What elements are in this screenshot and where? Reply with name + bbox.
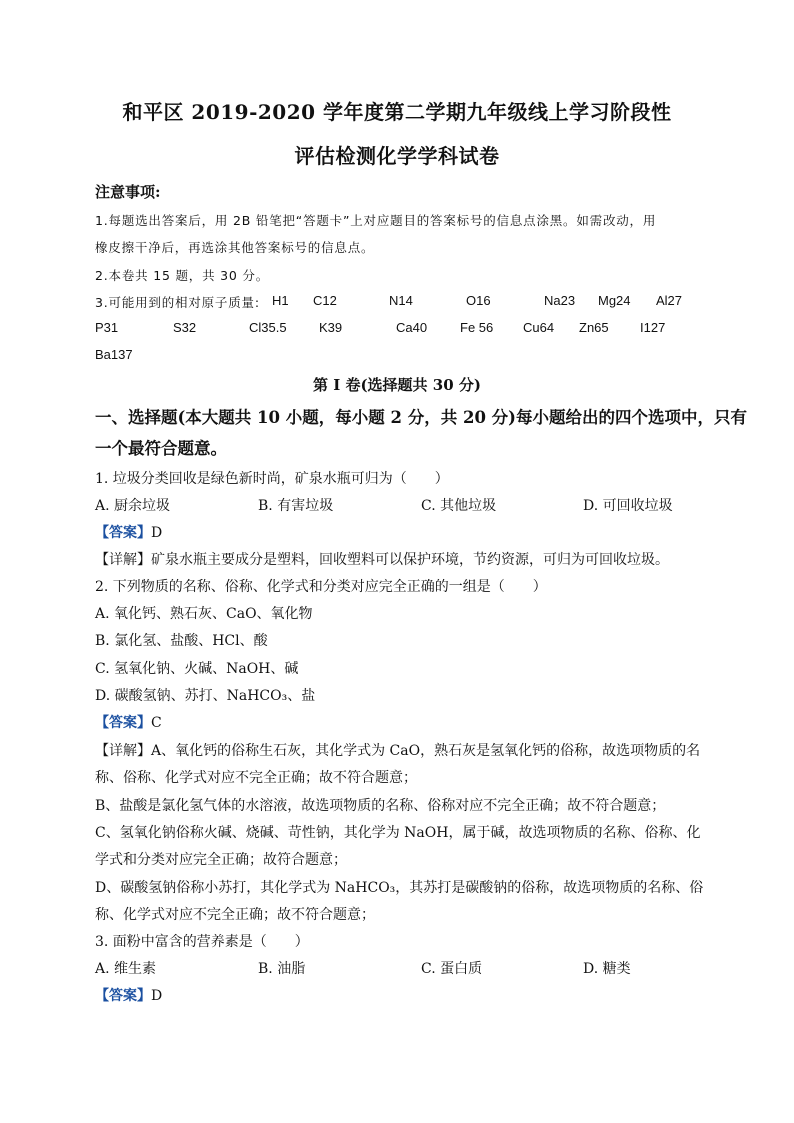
notes-line-3: 2.本卷共 15 题，共 30 分。 [95,268,270,283]
notes-line-2: 橡皮擦干净后，再选涂其他答案标号的信息点。 [95,240,375,255]
question-2-explanation-line: 称、化学式对应不完全正确；故不符合题意； [95,907,375,923]
atomic-mass: Zn65 [579,320,609,335]
answer-tag: 【答案】 [95,525,151,541]
question-1-option-c: C. 其他垃圾 [421,498,497,514]
notes-line-1: 1.每题选出答案后，用 2B 铅笔把“答题卡”上对应题目的答案标号的信息点涂黑。如需改动，用 [95,213,657,228]
question-3-option-c: C. 蛋白质 [421,961,483,977]
answer-tag: 【答案】 [95,988,151,1004]
answer-value: D [151,525,163,541]
question-1-stem: 1. 垃圾分类回收是绿色新时尚，矿泉水瓶可归为（ ） [95,471,449,487]
atomic-mass: Fe 56 [460,320,494,335]
atomic-mass: O16 [466,293,491,308]
question-3-option-a: A. 维生素 [95,961,157,977]
explain-text: 矿泉水瓶主要成分是塑料，回收塑料可以保护环境，节约资源，可归为可回收垃圾。 [151,552,669,568]
explain-text: A、氧化钙的俗称生石灰，其化学式为 CaO，熟石灰是氢氧化钙的俗称，故选项物质的名 [151,743,701,759]
answer-value: D [151,988,163,1004]
page-title-line1: 和平区 2019-2020 学年度第二学期九年级线上学习阶段性 [122,100,672,124]
question-2-option-d: D. 碳酸氢钠、苏打、NaHCO₃、盐 [95,688,316,704]
question-3-answer [95,985,162,1005]
question-3-option-d: D. 糖类 [583,961,631,977]
atomic-mass: Mg24 [598,293,631,308]
question-2-explanation-line: 学式和分类对应完全正确；故符合题意； [95,852,347,868]
atomic-mass: P31 [95,320,119,335]
section-title: 第 I 卷(选择题共 30 分) [313,376,481,394]
atomic-mass: Na23 [544,293,576,308]
question-2-explanation-line: B、盐酸是氯化氢气体的水溶液，故选项物质的名称、俗称对应不完全正确；故不符合题意； [95,798,666,814]
notes-line-4-prefix: 3.可能用到的相对原子质量: [95,295,260,310]
part-one-heading-line1: 一、选择题(本大题共 10 小题，每小题 2 分，共 20 分)每小题给出的四个选项中，只有 [95,408,747,427]
part-one-heading-line2: 一个最符合题意。 [95,439,227,458]
atomic-mass: Al27 [656,293,683,308]
notes-heading: 注意事项: [95,183,161,201]
explain-tag: 【详解】 [95,552,151,568]
atomic-mass: C12 [313,293,337,308]
question-3-option-b: B. 油脂 [258,961,306,977]
atomic-mass: Cl35.5 [249,320,287,335]
atomic-mass: K39 [319,320,343,335]
question-1-explanation [95,549,669,569]
question-1-option-a: A. 厨余垃圾 [95,498,171,514]
question-1-option-d: D. 可回收垃圾 [583,498,673,514]
atomic-mass: N14 [389,293,413,308]
question-2-explanation-line: 称、俗称、化学式对应不完全正确；故不符合题意； [95,770,417,786]
question-2-explanation-line: D、碳酸氢钠俗称小苏打，其化学式为 NaHCO₃，其苏打是碳酸钠的俗称，故选项物质的名称、俗 [95,880,704,896]
atomic-mass: S32 [173,320,197,335]
answer-tag: 【答案】 [95,715,151,731]
question-1-answer [95,522,162,542]
question-2-option-b: B. 氯化氢、盐酸、HCl、酸 [95,633,268,649]
question-2-stem: 2. 下列物质的名称、俗称、化学式和分类对应完全正确的一组是（ ） [95,579,547,595]
question-2-answer [95,712,162,732]
question-2-option-c: C. 氢氧化钠、火碱、NaOH、碱 [95,661,299,677]
atomic-mass: Cu64 [523,320,555,335]
atomic-mass: Ba137 [95,347,133,362]
atomic-mass: Ca40 [396,320,428,335]
question-2-explanation-line: C、氢氧化钠俗称火碱、烧碱、苛性钠，其化学为 NaOH，属于碱，故选项物质的名称、俗称、化 [95,825,701,841]
question-3-stem: 3. 面粉中富含的营养素是（ ） [95,934,309,950]
question-2-explanation-line [95,740,700,760]
page-title-line2: 评估检测化学学科试卷 [294,144,500,168]
question-1-option-b: B. 有害垃圾 [258,498,334,514]
atomic-mass: I127 [640,320,666,335]
atomic-mass: H1 [272,293,289,308]
explain-tag: 【详解】 [95,743,151,759]
question-2-option-a: A. 氧化钙、熟石灰、CaO、氧化物 [95,606,313,622]
answer-value: C [151,715,162,731]
